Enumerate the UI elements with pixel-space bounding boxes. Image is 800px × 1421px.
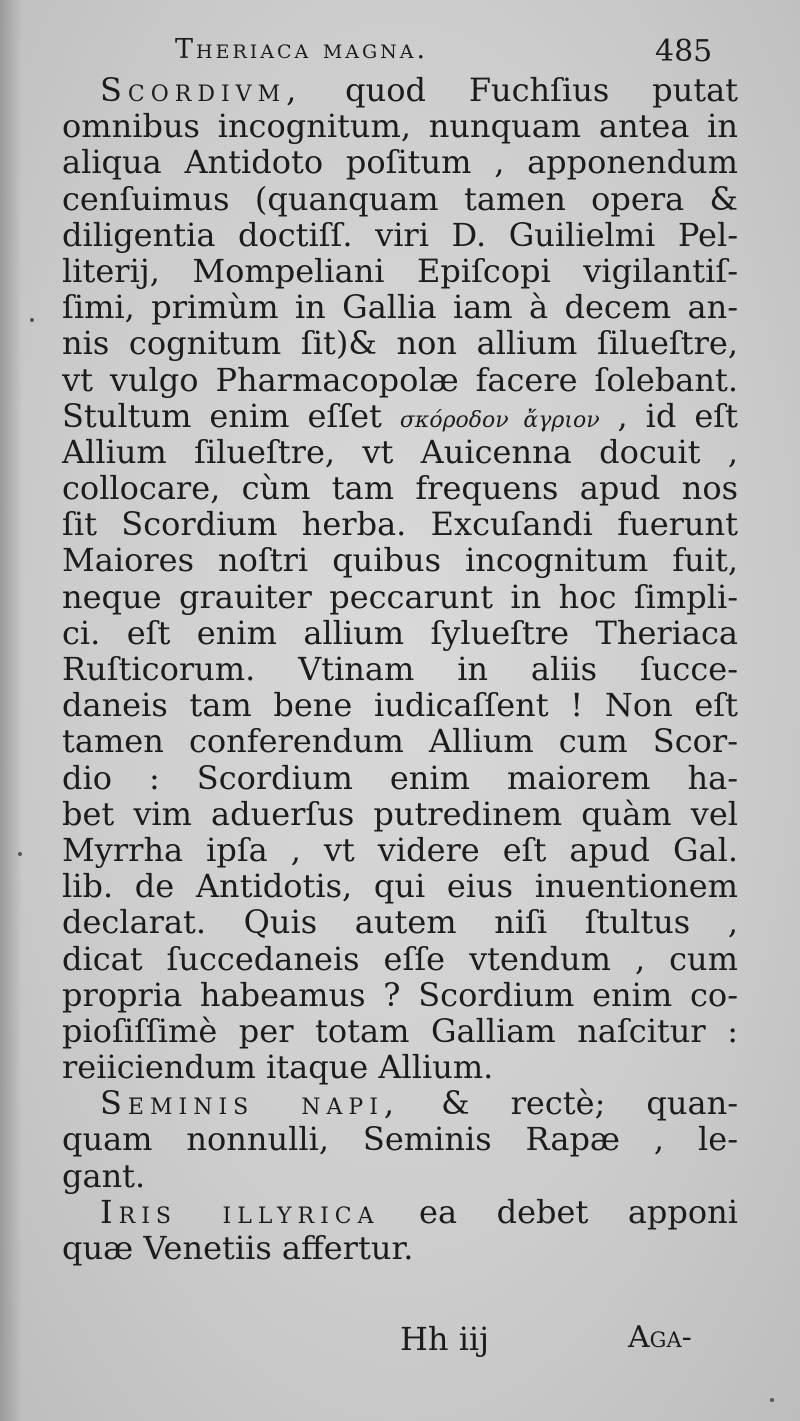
lemma-scordium: Scordivm, [100,71,303,109]
line-text: quod Fuchſius putat [302,71,738,109]
line-text: , id eſt [599,396,738,435]
text-line: Ruſticorum. Vtinam in aliis ſucce- [62,650,738,688]
text-line [62,72,738,108]
body-text [62,72,738,1266]
ink-speck [30,318,34,322]
text-line [62,398,738,434]
gutter-shadow [0,0,22,1421]
text-line: ſimi, primùm in Gallia iam à decem an- [62,288,738,327]
text-line [62,1194,738,1230]
text-line: Allium ſilueſtre, vt Auicenna docuit , [62,432,738,471]
greek-phrase: σκόροδον ἄγριον [399,407,600,433]
text-line: vt vulgo Pharmacopolæ facere ſolebant. [62,360,738,399]
text-line: collocare, cùm tam frequens apud nos [62,469,738,508]
text-line: ſit Scordium herba. Excuſandi fuerunt [62,505,738,544]
paragraph-seminis-napi [62,1085,738,1194]
text-line: pioſiſſimè per totam Galliam naſcitur : [62,1011,738,1050]
text-line: aliqua Antidoto poſitum , apponendum [62,143,738,182]
text-line: quam nonnulli, Seminis Rapæ , le- [62,1120,738,1159]
lemma-seminis-napi: Seminis napi, [100,1084,401,1123]
text-line: daneis tam bene iudicaſſent ! Non eſt [62,686,738,725]
text-line: reiiciendum itaque Allium. [62,1048,494,1087]
text-line: cenſuimus (quanquam tamen opera & [62,179,738,218]
signature-mark: Hh iij [400,1320,490,1358]
text-line: dicat ſuccedaneis eſſe vtendum , cum [62,939,738,978]
line-text: ea debet apponi [379,1192,739,1231]
text-line: Myrrha ipſa , vt videre eſt apud Gal. [62,830,738,869]
text-line: dio : Scordium enim maiorem ha- [62,758,738,797]
paragraph-scordium [62,72,738,1085]
text-line: nis cognitum ſit)& non allium ſilueſtre, [62,324,738,363]
text-line: lib. de Antidotis, qui eius inuentionem [62,867,738,906]
text-line: Maiores noſtri quibus incognitum fuit, [62,541,738,580]
line-text: & rectè; quan- [400,1084,739,1123]
text-line: literij, Mompeliani Epiſcopi vigilantiſ- [62,251,738,290]
line-text: Stultum enim eſſet [62,396,400,435]
catchword: Aga- [628,1320,692,1355]
ink-speck [18,852,22,856]
text-line [62,1085,738,1121]
lemma-iris-illyrica: Iris illyrica [100,1192,380,1231]
text-line: propria habeamus ? Scordium enim co- [62,975,738,1014]
text-line: bet vim aduerſus putredinem quàm vel [62,794,738,833]
text-line: omnibus incognitum, nunquam antea in [62,107,738,146]
page-foot [0,1320,800,1370]
ink-speck [770,1398,774,1402]
page-number: 485 [655,34,713,69]
text-line: diligentia doctiſſ. viri D. Guilielmi Pel- [62,215,738,254]
running-title: Theriaca magna. [175,34,429,65]
text-line: gant. [62,1156,146,1195]
text-line: neque grauiter peccarunt in hoc ſimpli- [62,577,738,616]
paragraph-iris-illyrica [62,1194,738,1266]
text-line: tamen conferendum Allium cum Scor- [62,722,738,761]
text-line: declarat. Quis autem niſi ſtultus , [62,903,738,942]
text-line: quæ Venetiis affertur. [62,1229,414,1267]
text-line: ci. eſt enim allium ſylueſtre Theriaca [62,613,738,652]
